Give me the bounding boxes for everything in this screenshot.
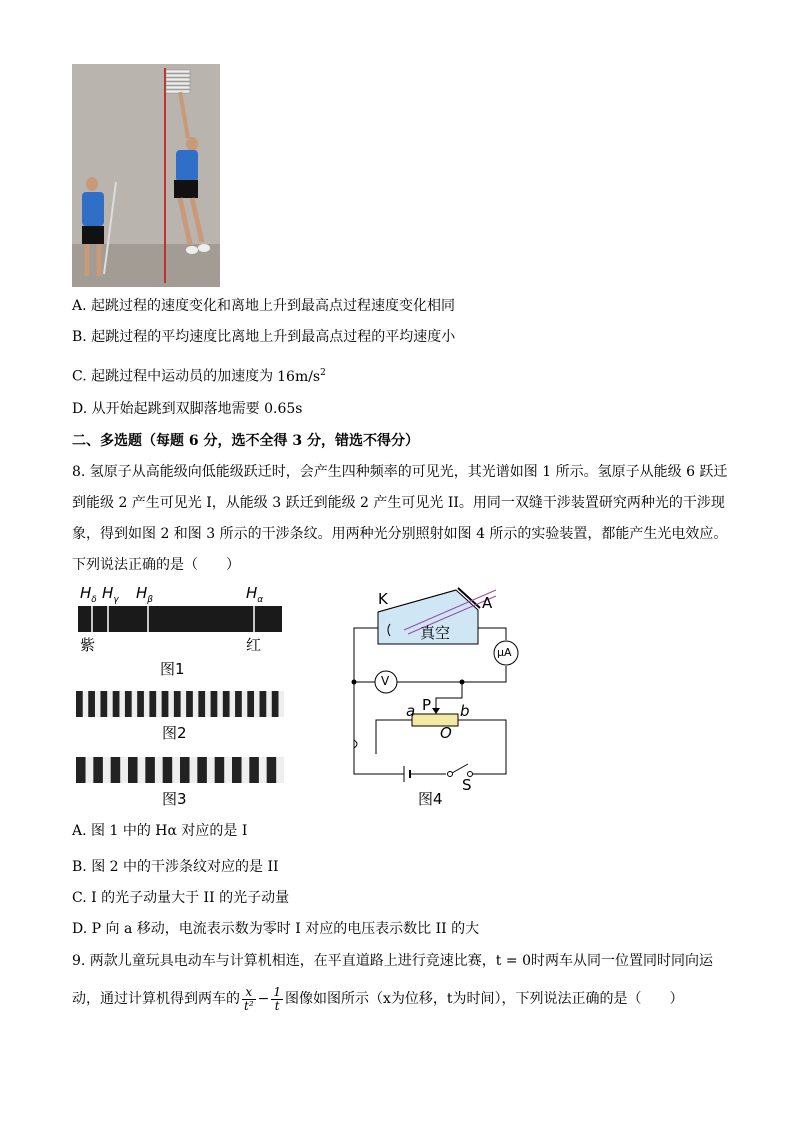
h-alpha-label: $H_\alpha$ — [246, 584, 264, 605]
end-b-label: b — [460, 702, 470, 720]
q8-stem-line-3: 象，得到如图 2 和图 3 所示的干涉条纹。用两种光分别照射如图 4 所示的实验装置，都能产生光电效应。 — [72, 526, 728, 542]
dark-fringe — [76, 757, 86, 783]
dark-fringe — [215, 757, 225, 783]
q7-option-a: A. 起跳过程的速度变化和离地上升到最高点过程速度变化相同 — [72, 298, 456, 314]
dark-fringe — [247, 691, 254, 717]
figure-4-caption: 图4 — [418, 790, 443, 808]
q8-option-b: B. 图 2 中的干涉条纹对应的是 II — [72, 859, 279, 875]
q8-stem-line-2: 到能级 2 产生可见光 I，从能级 3 跃迁到能级 2 产生可见光 II。用同一双缝干涉装置研究两种光的干涉现 — [72, 495, 725, 511]
dark-fringe — [111, 757, 121, 783]
athlete-jump-photo — [72, 64, 220, 287]
dark-fringe — [223, 691, 230, 717]
dark-fringe — [249, 757, 259, 783]
end-a-label: a — [406, 702, 416, 720]
h-beta-label: $H_\beta$ — [136, 584, 154, 605]
dark-fringe — [235, 691, 242, 717]
q8-option-d: D. P 向 a 移动，电流表示数为零时 I 对应的电压表示数比 II 的大 — [72, 921, 480, 937]
dark-fringe — [211, 691, 218, 717]
dark-fringe — [174, 691, 181, 717]
circuit-diagram — [346, 582, 526, 792]
dark-fringe — [186, 691, 193, 717]
switch-s-label: S — [462, 776, 472, 794]
dark-fringe — [198, 691, 205, 717]
section-title: 二、多选题（每题 6 分，选不全得 3 分，错选不得分） — [72, 433, 419, 449]
h-gamma-label: $H_\gamma$ — [102, 584, 119, 605]
cathode-label: K — [378, 590, 388, 608]
figure-3-caption: 图3 — [162, 790, 187, 808]
dark-fringe — [100, 691, 107, 717]
dark-fringe — [137, 691, 144, 717]
dark-fringe — [232, 757, 242, 783]
fringe-pattern-3 — [74, 756, 286, 784]
red-label: 红 — [246, 636, 262, 654]
q8-stem-line-1: 8. 氢原子从高能级向低能级跃迁时，会产生四种频率的可见光，其光谱如图 1 所示。氢原子从能级 6 跃迁 — [72, 464, 728, 480]
dark-fringe — [272, 691, 279, 717]
dark-fringe — [88, 691, 95, 717]
dark-fringe — [145, 757, 155, 783]
figure-4-circuit — [346, 582, 526, 812]
dark-fringe — [197, 757, 207, 783]
slider-p-label: P — [422, 696, 432, 714]
q9-stem-line-2: 动，通过计算机得到两车的 $\frac{x}{\text{t²}}$ − $\frac{1}{t}$ 图像如图所示（x为位移，t为时间），下列说法正确的是（ ） — [72, 984, 684, 1013]
point-o-label: O — [440, 724, 452, 742]
fraction-1-over-t: $\frac{1}{t}$ — [273, 984, 282, 1013]
dark-fringe — [260, 691, 267, 717]
q7-option-b: B. 起跳过程的平均速度比离地上升到最高点过程的平均速度小 — [72, 329, 456, 345]
dark-fringe — [149, 691, 156, 717]
spectrum-bar — [74, 604, 286, 634]
dark-fringe — [113, 691, 120, 717]
q8-option-c: C. I 的光子动量大于 II 的光子动量 — [72, 890, 290, 906]
ammeter-label: μA — [497, 646, 512, 659]
figure-1-caption: 图1 — [160, 660, 185, 678]
q8-stem-line-4: 下列说法正确的是（ ） — [72, 557, 240, 573]
figure-2-caption: 图2 — [162, 724, 187, 742]
q7-option-c: C. 起跳过程中运动员的加速度为 $16m/s^2$ — [72, 368, 326, 385]
dark-fringe — [93, 757, 103, 783]
violet-label: 紫 — [80, 636, 96, 654]
figure-3-fringes — [74, 756, 286, 810]
fraction-x-over-t2: $\frac{x}{\text{t²}}$ — [244, 984, 254, 1013]
dark-fringe — [163, 757, 173, 783]
q7-option-d: D. 从开始起跳到双脚落地需要 0.65s — [72, 401, 303, 417]
q9-stem-line-1: 9. 两款儿童玩具电动车与计算机相连，在平直道路上进行竞速比赛，t = 0时两车从同一位置同时同向运 — [72, 953, 713, 969]
dark-fringe — [125, 691, 132, 717]
dark-fringe — [76, 691, 83, 717]
dark-fringe — [128, 757, 138, 783]
anode-label: A — [482, 594, 493, 612]
dark-fringe — [162, 691, 169, 717]
h-delta-label: $H_\delta$ — [80, 584, 97, 605]
figure-2-fringes — [74, 690, 286, 744]
voltmeter-label: V — [381, 674, 390, 688]
dark-fringe — [180, 757, 190, 783]
figure-1-spectrum — [74, 582, 286, 682]
dark-fringe — [267, 757, 277, 783]
q8-option-a: A. 图 1 中的 Hα 对应的是 I — [72, 823, 248, 839]
fringe-pattern-2 — [74, 690, 286, 718]
vacuum-label: 真空 — [420, 624, 451, 642]
